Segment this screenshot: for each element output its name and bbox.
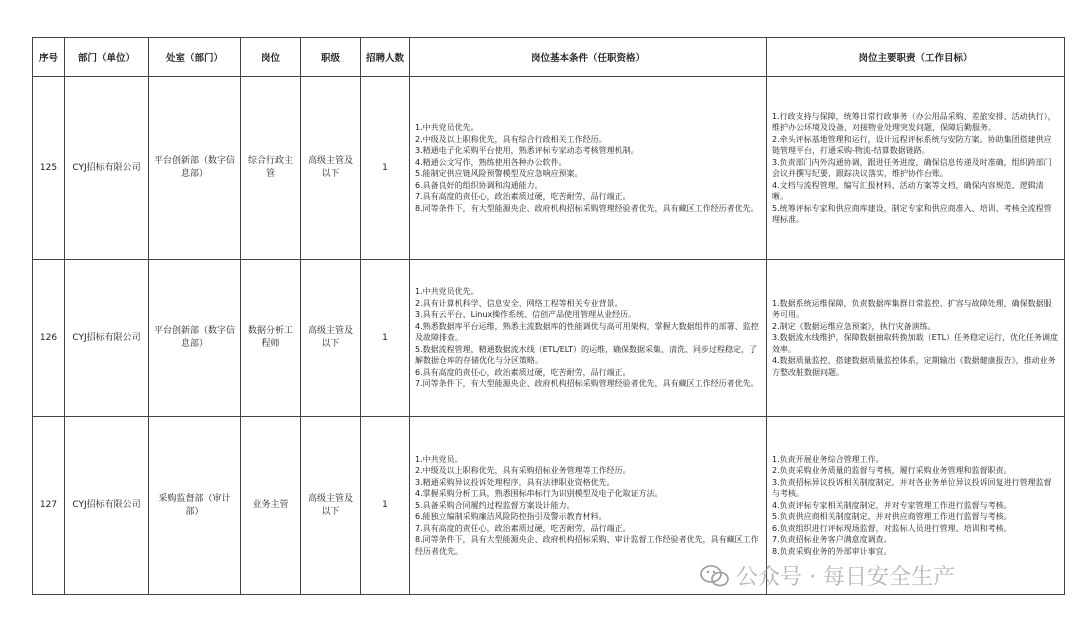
cell-no: 127 [33,417,65,595]
requirement-item: 7.具有高度的责任心，政治素质过硬，吃苦耐劳，品行端正。 [415,192,631,201]
watermark-text: 公众号 · 每日安全生产 [736,565,955,590]
cell-dept: CYJ招标有限公司 [65,417,149,595]
duty-item: 1.数据系统运维保障，负责数据库集群日常监控、扩容与故障处理，确保数据服务可用。 [772,298,1052,320]
cell-level: 高级主管及以下 [301,260,361,417]
duty-item: 2.制定《数据运维应急预案》，执行灾备演练。 [772,321,936,331]
cell-duties [767,260,1065,417]
requirement-item: 1.中共党员优先。 [415,287,479,297]
requirement-item: 6.能独立编制采购廉洁风险防控指引及警示教育材料。 [415,512,607,522]
requirement-item: 2.中级及以上职称优先，具有采购招标业务管理等工作经历。 [415,466,631,476]
duty-item: 7.负责招标业务客户满意度调查。 [772,535,892,545]
duty-item: 4.数据质量监控，搭建数据质量监控体系，定期输出《数据健康报告》，推动业务方整改脏数据问题。 [772,356,1056,377]
cell-level: 高级主管及以下 [301,77,361,260]
cell-office: 平台创新部（数字信息部） [149,77,241,260]
table-row [33,260,1065,417]
header-duties: 岗位主要职责（工作目标） [767,38,1065,77]
requirement-item: 4.熟悉数据库平台运维，熟悉主流数据库的性能调优与高可用架构，掌握大数据组件的部署、监控及故障排查。 [415,321,759,343]
duty-item: 6.负责组织进行评标现场监督，对监标人员进行管理、培训和考核。 [772,523,1012,533]
header-post: 岗位 [241,38,301,77]
duty-item: 3.负责部门内外沟通协调，跟进任务进度，确保信息传递及时准确，组织跨部门会议并撰写纪要，跟踪决议落实，维护协作台账。 [772,157,1052,178]
requirement-item: 6.具有高度的责任心，政治素质过硬，吃苦耐劳，品行端正。 [415,367,631,377]
cell-dept: CYJ招标有限公司 [65,77,149,260]
duty-item: 5.负责供应商相关制度制定，并对供应商管理工作进行监督与考核。 [772,512,1012,522]
cell-count: 1 [361,417,410,595]
cell-count: 1 [361,260,410,417]
cell-level: 高级主管及以下 [301,417,361,595]
requirement-item: 5.数据流程管理，精通数据流水线（ETL/ELT）的运维，确保数据采集、清洗、同步过程稳定，了解数据仓库的存储优化与分区策略。 [415,344,758,366]
cell-requirements [410,77,767,260]
cell-dept: CYJ招标有限公司 [65,260,149,417]
cell-post: 业务主管 [241,417,301,595]
requirement-item: 7.具有高度的责任心，政治素质过硬，吃苦耐劳，品行端正。 [415,523,631,533]
wechat-icon [700,565,730,587]
requirement-item: 3.精通采购异议投诉处理程序，具有法律职业资格优先。 [415,477,615,487]
requirement-item: 2.具有计算机科学、信息安全、网络工程等相关专业背景。 [415,298,623,308]
requirement-item: 6.具备良好的组织协调和沟通能力。 [415,180,543,190]
cell-post: 综合行政主管 [241,77,301,260]
cell-no: 125 [33,77,65,260]
requirement-item: 8.同等条件下，有大型能源央企、政府机构招标采购管理经验者优先，具有藏区工作经历者优先。 [415,203,759,213]
duty-item: 2.牵头评标基地管理和运行，设计远程评标系统与安防方案。协助集团搭建供应链管理平台，打通采购-物流-结算数据链路。 [772,134,1052,155]
cell-requirements [410,260,767,417]
cell-office: 平台创新部（数字信息部） [149,260,241,417]
duty-item: 4.负责评标专家相关制度制定，并对专家管理工作进行监督与考核。 [772,500,1012,510]
requirement-item: 7.同等条件下，有大型能源央企、政府机构招标采购管理经验者优先，具有藏区工作经历者优先。 [415,379,759,389]
duty-item: 5.统筹评标专家和供应商库建设，制定专家和供应商准入、培训、考核全流程管理标准。 [772,203,1052,224]
requirement-item: 3.具有云平台、Linux操作系统、信创产品使用管理从业经历。 [415,310,637,320]
duty-item: 4.文档与流程管理，编写汇报材料、活动方案等文档，确保内容规范、逻辑清晰。 [772,180,1044,201]
duty-item: 1.负责开展业务综合管理工作。 [772,454,884,464]
requirement-item: 2.中级及以上职称优先，具有综合行政相关工作经历。 [415,134,607,144]
requirement-item: 8.同等条件下，具有大型能源央企、政府机构招标采购、审计监督工作经验者优先，具有藏区工作经历者优先。 [415,535,759,556]
job-table [32,37,1065,595]
header-level: 职级 [301,38,361,77]
cell-duties [767,77,1065,260]
watermark [700,560,955,591]
duty-item: 1.行政支持与保障，统筹日常行政事务（办公用品采购、差旅安排、活动执行），维护办公环境及设备，对接物业处理突发问题，保障后勤服务。 [772,111,1056,132]
requirement-item: 4.掌握采购分析工具，熟悉围标串标行为识别模型及电子化取证方法。 [415,489,663,499]
requirement-item: 5.能制定供应链风险预警模型及应急响应预案。 [415,169,583,178]
cell-no: 126 [33,260,65,417]
duty-item: 3.数据流水线维护，保障数据抽取转换加载（ETL）任务稳定运行，优化任务调度效率。 [772,333,1059,354]
header-dept: 部门（单位） [65,38,149,77]
requirement-item: 1.中共党员优先。 [415,123,479,132]
header-count: 招聘人数 [361,38,410,77]
duty-item: 8.负责采购业务的外部审计事宜。 [772,546,892,556]
requirement-item: 5.具备采购合同履约过程监督方案设计能力。 [415,500,575,510]
cell-post: 数据分析工程师 [241,260,301,417]
header-requirements: 岗位基本条件（任职资格） [410,38,767,77]
cell-office: 采购监督部（审计部） [149,417,241,595]
duty-item: 2.负责采购业务质量的监督与考核，履行采购业务管理和监督职责。 [772,466,1012,476]
header-row [33,38,1065,77]
header-office: 处室（部门） [149,38,241,77]
requirement-item: 3.精通电子化采购平台使用，熟悉评标专家动态考核管理机制。 [415,146,639,155]
requirement-item: 4.精通公文写作，熟练使用各种办公软件。 [415,157,567,167]
requirement-item: 1.中共党员。 [415,454,463,464]
header-no: 序号 [33,38,65,77]
cell-count: 1 [361,77,410,260]
table-row [33,77,1065,260]
duty-item: 3.负责招标异议投诉相关制度制定，并对各业务单位异议投诉回复进行管理监督与考核。 [772,477,1052,499]
